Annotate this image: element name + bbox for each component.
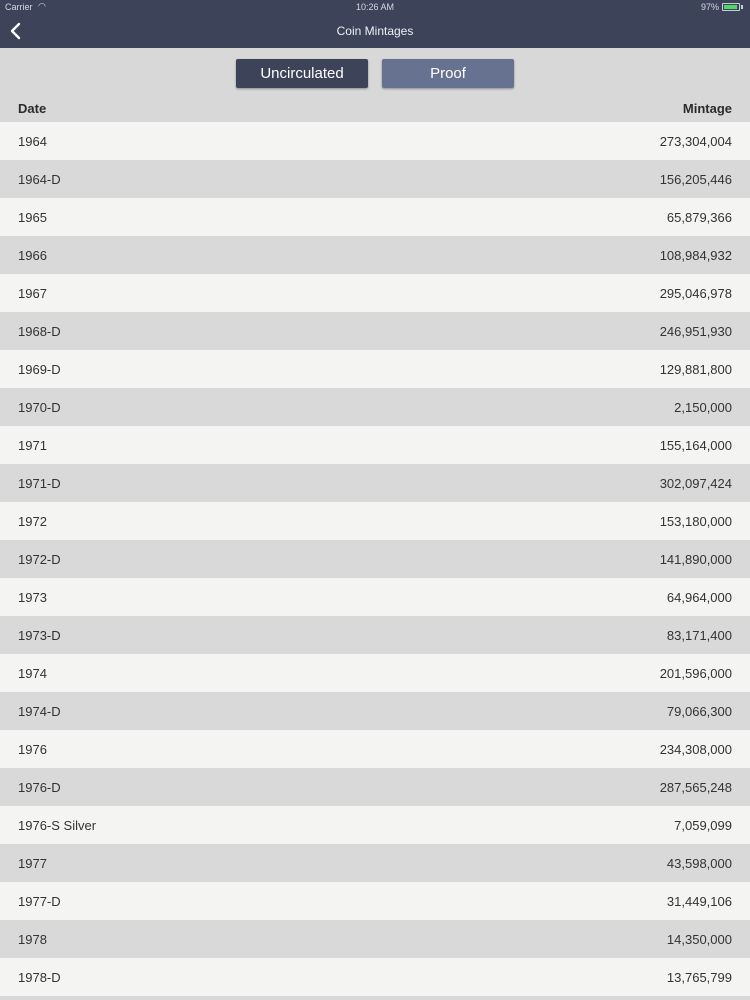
row-mintage: 65,879,366 [666,210,732,225]
row-mintage: 43,598,000 [666,856,732,871]
status-time: 10:26 AM [355,2,395,12]
row-date: 1971-D [18,476,61,491]
segment-uncirculated[interactable]: Uncirculated [236,59,368,88]
row-mintage: 2,150,000 [674,400,732,415]
row-mintage: 273,304,004 [659,134,732,149]
row-date: 1973-D [18,628,61,643]
row-mintage: 234,308,000 [659,742,732,757]
segment-proof[interactable]: Proof [382,59,514,88]
row-mintage: 7,059,099 [674,818,732,833]
navigation-bar [0,0,750,48]
table-row[interactable] [0,958,750,996]
row-date: 1968-D [18,324,61,339]
column-header-mintage: Mintage [682,101,732,116]
battery-icon [722,3,740,11]
table-row[interactable] [0,274,750,312]
row-mintage: 153,180,000 [659,514,732,529]
row-mintage: 295,046,978 [659,286,732,301]
table-row[interactable] [0,616,750,654]
table-row[interactable] [0,768,750,806]
row-date: 1971 [18,438,47,453]
table-row[interactable] [0,198,750,236]
row-date: 1978 [18,932,47,947]
row-date: 1965 [18,210,47,225]
row-date: 1972-D [18,552,61,567]
table-row[interactable] [0,350,750,388]
row-mintage: 79,066,300 [666,704,732,719]
row-date: 1976 [18,742,47,757]
battery-percentage: 97% [700,2,719,12]
row-date: 1972 [18,514,47,529]
row-date: 1976-D [18,780,61,795]
row-mintage: 156,205,446 [659,172,732,187]
table-row[interactable] [0,882,750,920]
row-mintage: 129,881,800 [659,362,732,377]
row-date: 1969-D [18,362,61,377]
table-row[interactable] [0,160,750,198]
table-row[interactable] [0,464,750,502]
row-mintage: 201,596,000 [659,666,732,681]
row-date: 1976-S Silver [18,818,97,833]
table-row[interactable] [0,502,750,540]
column-header-date: Date [18,101,47,116]
row-mintage: 287,565,248 [659,780,732,795]
table-row[interactable] [0,920,750,958]
row-date: 1973 [18,590,47,605]
row-date: 1978-D [18,970,61,985]
row-date: 1977-D [18,894,61,909]
row-date: 1974 [18,666,47,681]
row-mintage: 141,890,000 [659,552,732,567]
table-row[interactable] [0,540,750,578]
row-mintage: 155,164,000 [659,438,732,453]
row-mintage: 302,097,424 [659,476,732,491]
row-date: 1974-D [18,704,61,719]
row-mintage: 14,350,000 [666,932,732,947]
wifi-icon: ◠ [38,1,46,11]
table-row[interactable] [0,236,750,274]
battery-fill [724,5,737,9]
table-row[interactable] [0,844,750,882]
table-row[interactable] [0,578,750,616]
row-mintage: 246,951,930 [659,324,732,339]
row-date: 1977 [18,856,47,871]
segmented-control [0,59,750,89]
table-row[interactable] [0,388,750,426]
row-mintage: 108,984,932 [659,248,732,263]
table-row[interactable] [0,122,750,160]
mintage-table [0,122,750,996]
carrier-label: Carrier [5,2,33,12]
row-mintage: 83,171,400 [666,628,732,643]
row-date: 1970-D [18,400,61,415]
row-date: 1967 [18,286,47,301]
page-title: Coin Mintages [336,24,414,38]
status-bar [0,0,750,14]
battery-tip [741,5,743,9]
table-row[interactable] [0,806,750,844]
row-mintage: 13,765,799 [666,970,732,985]
row-mintage: 31,449,106 [666,894,732,909]
table-header [0,96,750,122]
table-row[interactable] [0,692,750,730]
row-date: 1964 [18,134,47,149]
table-row[interactable] [0,730,750,768]
row-mintage: 64,964,000 [666,590,732,605]
row-date: 1966 [18,248,47,263]
table-row[interactable] [0,654,750,692]
row-date: 1964-D [18,172,61,187]
table-row[interactable] [0,426,750,464]
table-row[interactable] [0,312,750,350]
